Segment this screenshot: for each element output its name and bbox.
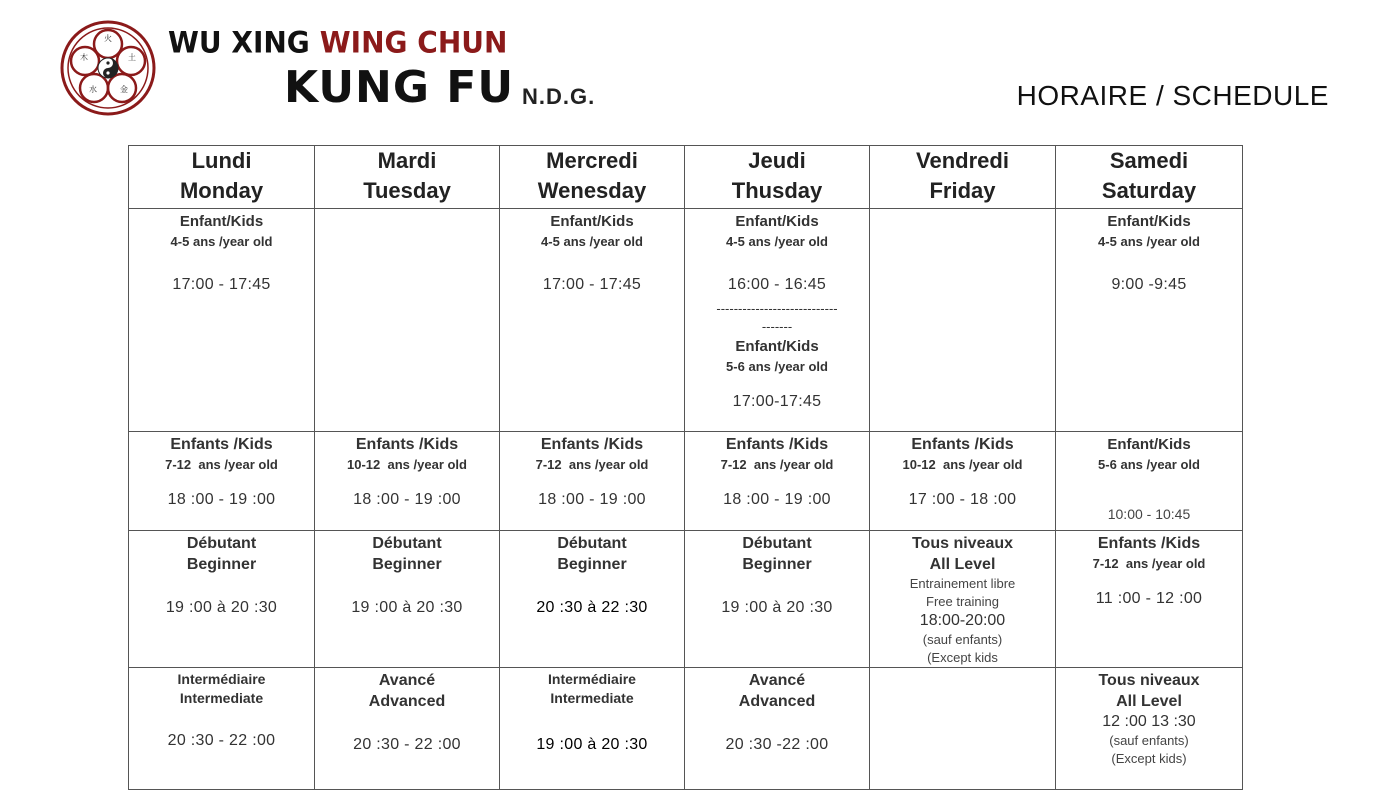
- separator-line: ----------------------------: [716, 301, 838, 316]
- class-cell-saturday-kids-5-6: Enfant/Kids 5-6 ans /year old 10:00 - 10:45: [1056, 432, 1243, 531]
- brand-name-line1: [168, 25, 507, 60]
- class-cell-wednesday-intermediate: Intermédiaire Intermediate 19 :00 à 20 :30: [500, 668, 685, 790]
- class-cell-monday-kids-4-5: Enfant/Kids 4-5 ans /year old 17:00 - 17:45: [129, 209, 315, 432]
- day-header-row: [129, 146, 1243, 209]
- brand-kung-fu: KUNG FU: [284, 62, 515, 113]
- separator-line: -------: [761, 319, 793, 334]
- brand-wing-chun: WING CHUN: [319, 25, 508, 60]
- logo-glyph: 土: [128, 53, 136, 62]
- schedule-table: [128, 145, 1243, 790]
- logo-glyph: 金: [120, 85, 128, 94]
- day-header-friday: Vendredi Friday: [870, 146, 1056, 209]
- school-logo: [60, 20, 156, 116]
- class-cell-wednesday-beginner: Débutant Beginner 20 :30 à 22 :30: [500, 531, 685, 668]
- class-cell-saturday-all-level: Tous niveaux All Level 12 :00 13 :30 (sauf enfants) (Except kids): [1056, 668, 1243, 790]
- class-cell-thursday-beginner: Débutant Beginner 19 :00 à 20 :30: [685, 531, 870, 668]
- empty-cell-tuesday: [315, 209, 500, 432]
- class-cell-tuesday-kids-10-12: Enfants /Kids 10-12 ans /year old 18 :00 - 19 :00: [315, 432, 500, 531]
- class-cell-friday-all-level: Tous niveaux All Level Entrainement libre Free training 18:00-20:00 (sauf enfants) (Except kids: [870, 531, 1056, 668]
- brand-wu-xing: WU XING: [168, 25, 310, 60]
- day-header-saturday: Samedi Saturday: [1056, 146, 1243, 209]
- class-cell-tuesday-advanced: Avancé Advanced 20 :30 - 22 :00: [315, 668, 500, 790]
- class-cell-thursday-kids-7-12: Enfants /Kids 7-12 ans /year old 18 :00 - 19 :00: [685, 432, 870, 531]
- class-cell-friday-kids-10-12: Enfants /Kids 10-12 ans /year old 17 :00 - 18 :00: [870, 432, 1056, 531]
- class-cell-monday-beginner: Débutant Beginner 19 :00 à 20 :30: [129, 531, 315, 668]
- table-row: [129, 531, 1243, 668]
- empty-cell-friday: [870, 209, 1056, 432]
- table-row: [129, 432, 1243, 531]
- empty-cell-friday: [870, 668, 1056, 790]
- logo-glyph: 火: [104, 34, 112, 43]
- class-cell-tuesday-beginner: Débutant Beginner 19 :00 à 20 :30: [315, 531, 500, 668]
- table-row: [129, 668, 1243, 790]
- day-header-thursday: Jeudi Thusday: [685, 146, 870, 209]
- table-row: [129, 209, 1243, 432]
- class-cell-monday-intermediate: Intermédiaire Intermediate 20 :30 - 22 :00: [129, 668, 315, 790]
- page-title: HORAIRE / SCHEDULE: [1016, 80, 1329, 111]
- day-header-tuesday: Mardi Tuesday: [315, 146, 500, 209]
- day-header-wednesday: Mercredi Wenesday: [500, 146, 685, 209]
- class-cell-monday-kids-7-12: Enfants /Kids 7-12 ans /year old 18 :00 - 19 :00: [129, 432, 315, 531]
- day-header-monday: Lundi Monday: [129, 146, 315, 209]
- class-cell-wednesday-kids-4-5: Enfant/Kids 4-5 ans /year old 17:00 - 17:45: [500, 209, 685, 432]
- class-cell-saturday-kids-4-5: Enfant/Kids 4-5 ans /year old 9:00 -9:45: [1056, 209, 1243, 432]
- logo-glyph: 木: [80, 53, 88, 62]
- logo-glyph: 水: [89, 85, 97, 94]
- class-cell-saturday-kids-7-12: Enfants /Kids 7-12 ans /year old 11 :00 - 12 :00: [1056, 531, 1243, 668]
- yin-yang-icon: [98, 58, 118, 78]
- class-cell-thursday-kids: Enfant/Kids 4-5 ans /year old 16:00 - 16:45 ---------------------------- ------- Enfant/Kids 5-6 ans /year old 17:00-17:45: [685, 209, 870, 432]
- class-cell-thursday-advanced: Avancé Advanced 20 :30 -22 :00: [685, 668, 870, 790]
- class-cell-wednesday-kids-7-12: Enfants /Kids 7-12 ans /year old 18 :00 - 19 :00: [500, 432, 685, 531]
- brand-location: N.D.G.: [522, 84, 596, 109]
